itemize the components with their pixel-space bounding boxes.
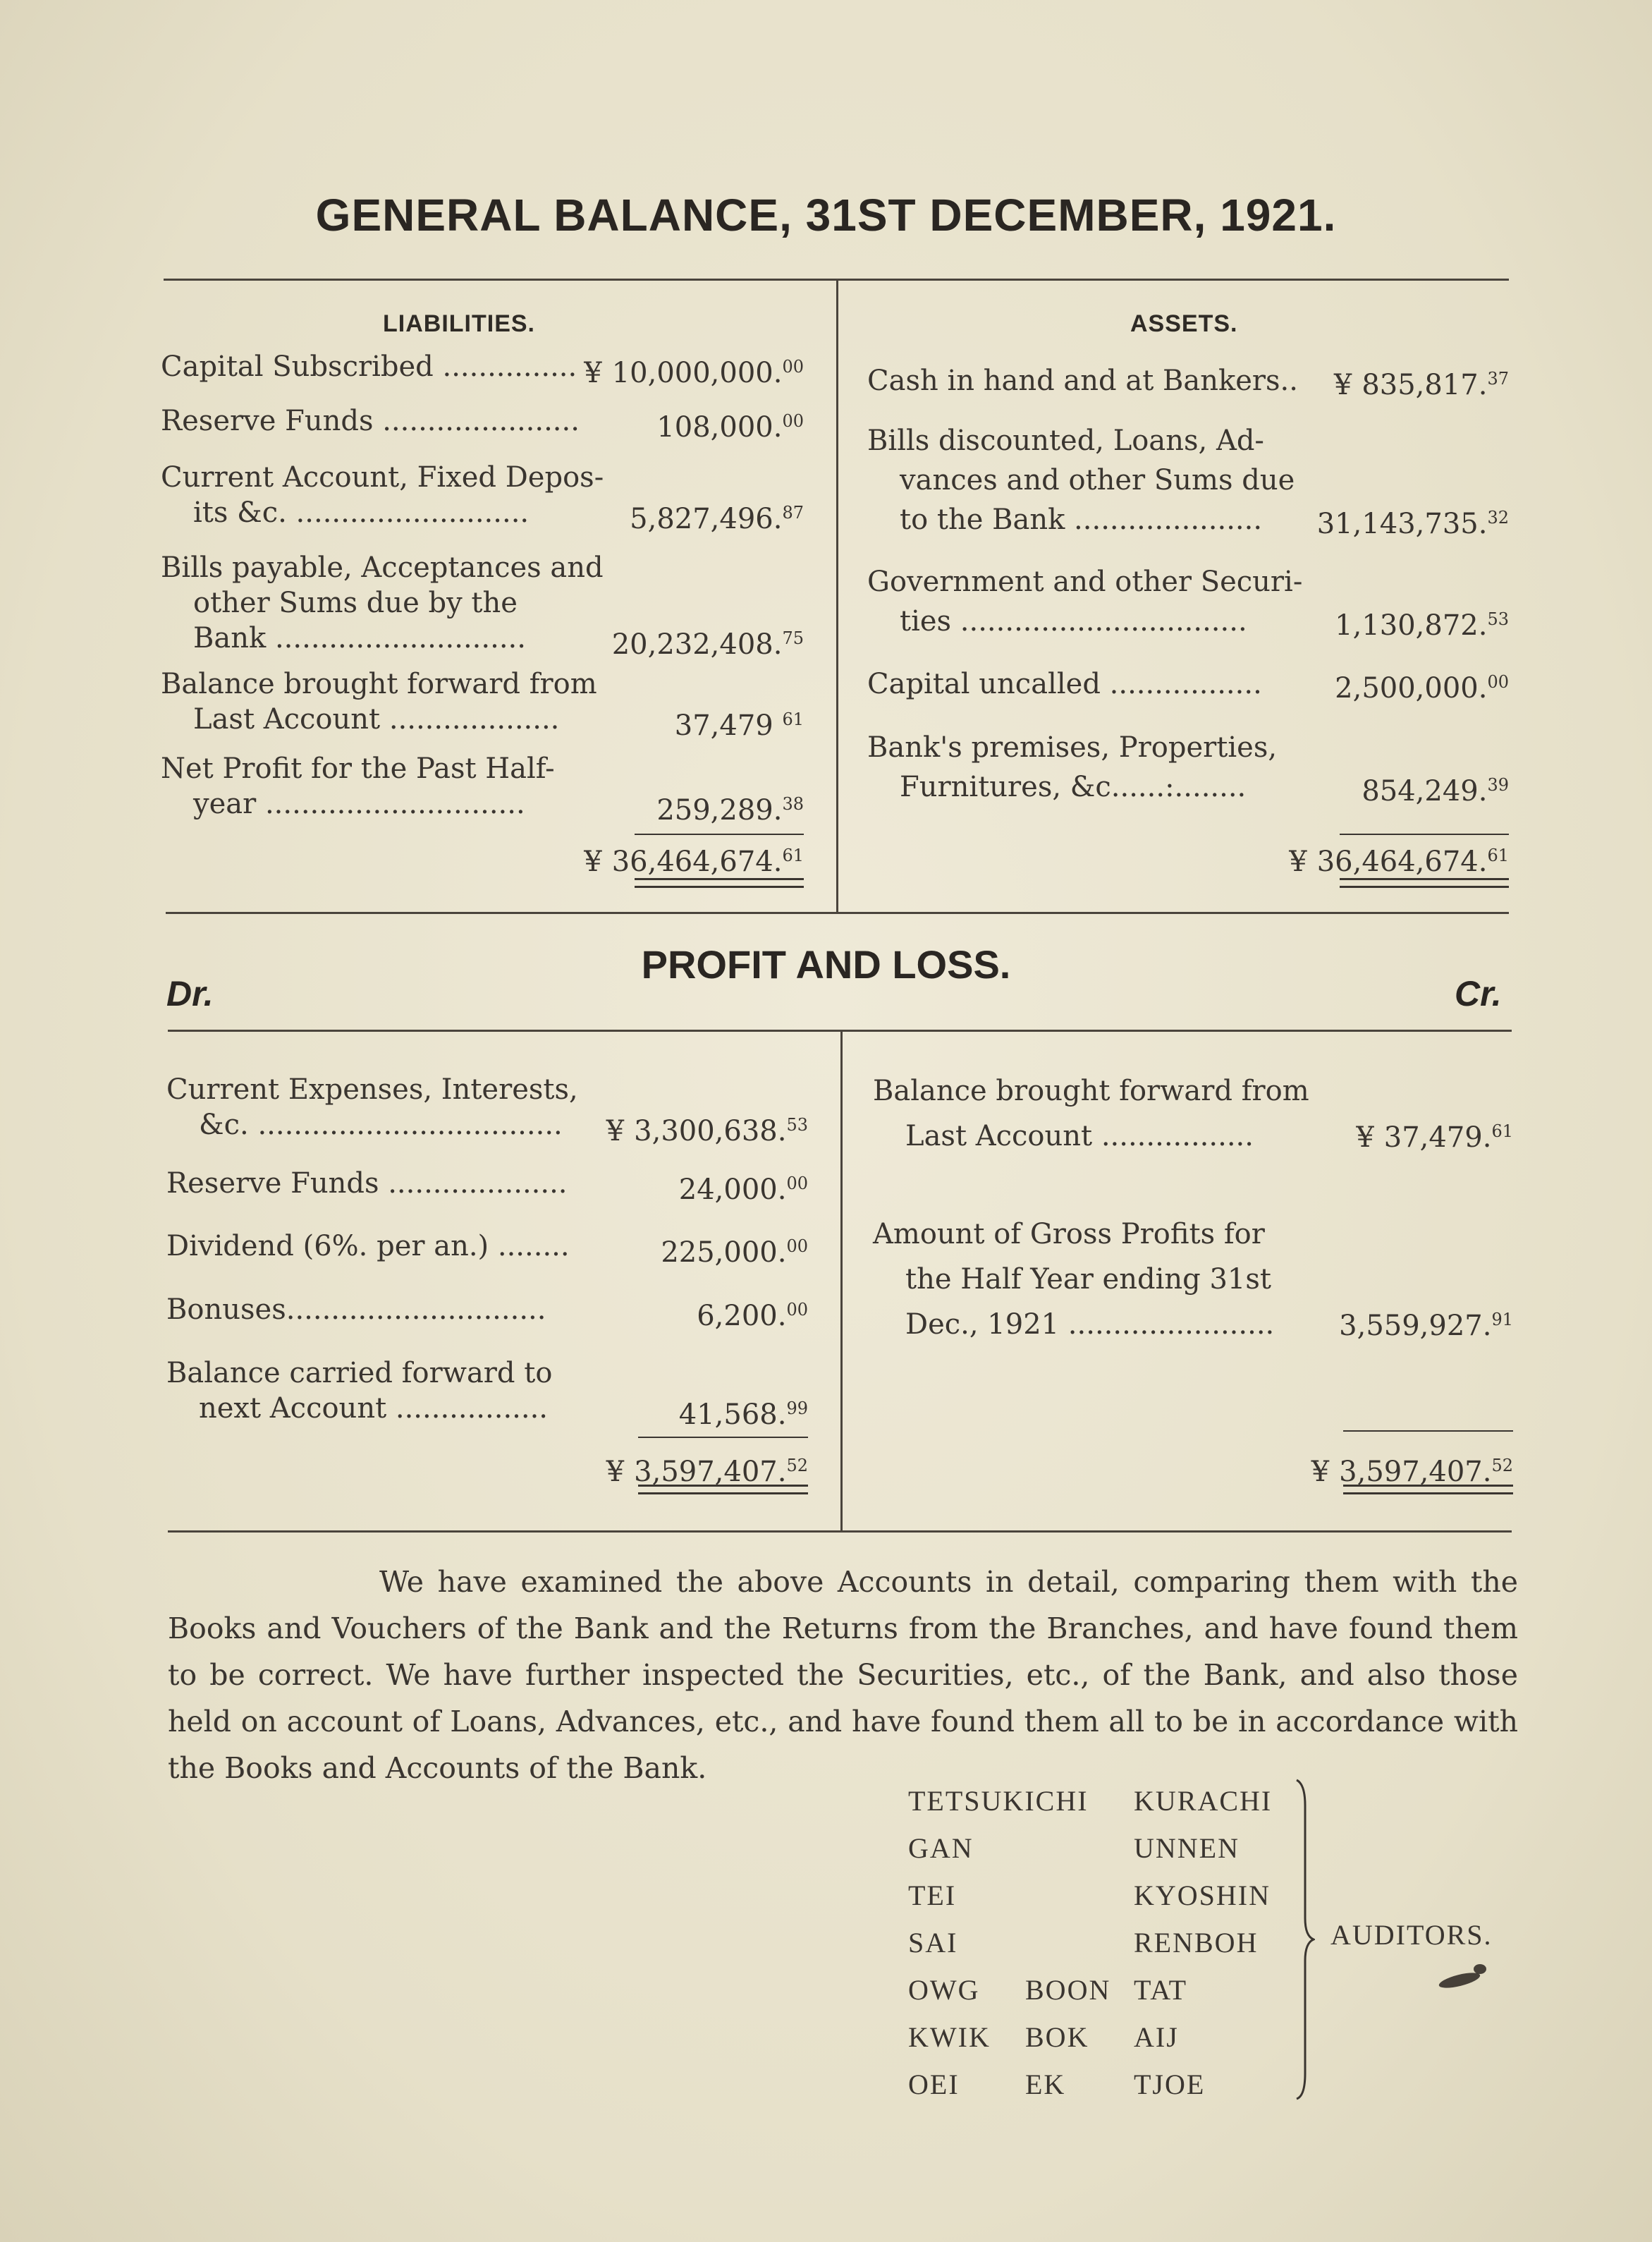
amount (1317, 500, 1509, 542)
label-line: &c. .................................. (199, 1109, 563, 1141)
label-line: Last Account ................. (905, 1120, 1254, 1152)
amount (612, 621, 804, 662)
amount-value: 225,000. (661, 1236, 787, 1269)
amount-cents: 61 (1487, 846, 1509, 865)
amount (661, 1229, 808, 1270)
total-double-rule (1343, 1485, 1513, 1494)
amount-cents: 00 (1487, 672, 1509, 692)
amount-value: 31,143,735. (1316, 508, 1488, 540)
label-line: Bills payable, Acceptances and (161, 552, 604, 584)
amount-cents: 00 (786, 1236, 808, 1256)
label-line: ties ................................ (900, 605, 1247, 638)
auditor-name-part: EK (1025, 2069, 1066, 2100)
line-item-label (166, 1166, 568, 1201)
label-line: Last Account ................... (193, 703, 560, 736)
label-line: Government and other Securi- (867, 566, 1303, 598)
page-title: GENERAL BALANCE, 31ST DECEMBER, 1921. (315, 190, 1337, 240)
auditor-name-part: RENBOH (1134, 1927, 1259, 1958)
line-item-label (873, 1212, 1274, 1347)
yen-symbol: ¥ (1289, 846, 1307, 878)
amount-value: 10,000,000. (611, 357, 783, 389)
amount (1335, 602, 1509, 643)
amount (679, 1391, 808, 1432)
amount (1335, 664, 1509, 706)
auditor-name-part: TAT (1134, 1974, 1188, 2006)
yen-symbol: ¥ (1311, 1456, 1330, 1488)
line-item-label (161, 460, 604, 530)
amount-cents: 91 (1491, 1310, 1513, 1329)
amount (679, 1166, 808, 1207)
amount-value: 36,464,674. (611, 846, 783, 878)
amount (606, 1107, 808, 1149)
ink-blot (1474, 1964, 1486, 1974)
label-line: Bank's premises, Properties, (867, 731, 1278, 764)
amount (1311, 1448, 1513, 1489)
amount-value: 2,500,000. (1335, 672, 1488, 705)
amount-cents: 99 (786, 1399, 808, 1418)
balance-center-divider (836, 281, 838, 912)
label-line: year ............................. (193, 788, 525, 820)
auditor-name-part: SAI (908, 1927, 958, 1958)
amount (1334, 361, 1509, 403)
line-item-label (867, 361, 1298, 401)
label-line: Reserve Funds .................... (166, 1167, 568, 1200)
label-line: Reserve Funds ...................... (161, 405, 580, 437)
total-double-rule (635, 878, 804, 888)
amount-value: 37,479. (1383, 1121, 1492, 1154)
amount-cents: 61 (782, 846, 804, 865)
amount-cents: 61 (782, 709, 804, 729)
liabilities-heading: LIABILITIES. (383, 310, 535, 337)
label-line: other Sums due by the (193, 587, 518, 619)
line-item-label (867, 562, 1302, 641)
auditor-name-part: TETSUKICHI (908, 1785, 1089, 1817)
amount-cents: 87 (782, 503, 804, 523)
amount-value: 854,249. (1362, 775, 1488, 808)
amount-value: 259,289. (656, 794, 783, 827)
line-item-label (166, 1292, 546, 1327)
amount (656, 786, 804, 828)
assets-heading: ASSETS. (1130, 310, 1238, 337)
amount (656, 403, 804, 445)
total-double-rule (638, 1485, 808, 1494)
line-item-label (867, 664, 1262, 704)
amount-value: 108,000. (656, 411, 783, 444)
amount-value: 5,827,496. (630, 503, 783, 535)
amount-cents: 00 (782, 357, 804, 377)
amount-cents: 38 (782, 794, 804, 814)
amount (675, 702, 804, 743)
line-item-label (867, 728, 1277, 807)
amount-cents: 53 (786, 1115, 808, 1135)
label-line: Bank ............................ (193, 622, 526, 654)
auditor-name-part: BOK (1025, 2021, 1089, 2053)
amount-cents: 53 (1487, 609, 1509, 629)
amount-value: 41,568. (678, 1399, 787, 1431)
amount (1362, 767, 1509, 809)
label-line: the Half Year ending 31st (905, 1263, 1271, 1296)
amount-value: 835,817. (1362, 369, 1488, 401)
amount-value: 37,479 (674, 709, 783, 742)
amount-cents: 52 (1491, 1456, 1513, 1475)
amount-value: 1,130,872. (1335, 609, 1488, 642)
label-line: Capital uncalled ................. (867, 668, 1262, 700)
amount (584, 349, 804, 391)
auditor-name-part: AIJ (1134, 2021, 1179, 2053)
auditors-label: AUDITORS. (1330, 1919, 1493, 1951)
label-line: Capital Subscribed ............... (161, 351, 577, 383)
auditor-name-part: OWG (908, 1974, 980, 2006)
line-item-label (161, 751, 555, 822)
amount-cents: 52 (786, 1456, 808, 1475)
amount-value: 24,000. (678, 1174, 787, 1206)
amount-value: 3,300,638. (634, 1115, 787, 1147)
auditor-brace (1294, 1777, 1315, 2102)
auditor-name-part: UNNEN (1134, 1832, 1240, 1864)
amount (584, 838, 804, 879)
line-item-label (166, 1229, 570, 1264)
line-item-label (166, 1072, 578, 1143)
audit-statement (168, 1559, 1518, 1791)
label-line: next Account ................. (199, 1392, 549, 1425)
yen-symbol: ¥ (1356, 1121, 1374, 1154)
line-item-label (161, 349, 577, 384)
amount-value: 3,597,407. (634, 1456, 787, 1488)
pl-top-rule (168, 1030, 1512, 1032)
balance-bottom-rule (166, 912, 1509, 914)
amount (1339, 1302, 1513, 1344)
label-line: Furnitures, &c......:........ (900, 771, 1247, 803)
amount-cents: 00 (782, 411, 804, 431)
auditor-name-part: GAN (908, 1832, 974, 1864)
amount-value: 3,559,927. (1339, 1310, 1492, 1342)
yen-symbol: ¥ (1333, 369, 1352, 401)
amount-cents: 75 (782, 628, 804, 648)
amount-cents: 39 (1487, 775, 1509, 795)
line-item-label (161, 666, 597, 737)
line-item-label (873, 1068, 1309, 1159)
auditor-name-part: BOON (1025, 1974, 1111, 2006)
label-line: Current Expenses, Interests, (166, 1073, 578, 1106)
amount-cents: 37 (1487, 369, 1509, 389)
profit-loss-title: PROFIT AND LOSS. (641, 942, 1011, 987)
line-item-label (867, 421, 1295, 540)
amount (630, 495, 804, 537)
auditor-name-part: TJOE (1134, 2069, 1206, 2100)
line-item-label (161, 550, 604, 656)
label-line: Bonuses............................. (166, 1293, 546, 1326)
amount (697, 1292, 808, 1334)
amount-value: 3,597,407. (1339, 1456, 1492, 1488)
label-line: to the Bank ..................... (900, 504, 1263, 536)
auditor-name-part: KYOSHIN (1134, 1879, 1271, 1911)
line-item-label (161, 403, 580, 439)
label-line: Bills discounted, Loans, Ad- (867, 425, 1264, 457)
label-line: Net Profit for the Past Half- (161, 753, 555, 785)
amount (606, 1448, 808, 1489)
label-line: vances and other Sums due (900, 464, 1295, 496)
auditor-name-part: KURACHI (1134, 1785, 1273, 1817)
label-line: its &c. .......................... (193, 496, 530, 529)
amount (1289, 838, 1509, 879)
label-line: Amount of Gross Profits for (873, 1218, 1265, 1250)
yen-symbol: ¥ (606, 1115, 625, 1147)
total-rule (638, 1437, 808, 1438)
amount-cents: 00 (786, 1300, 808, 1320)
label-line: Balance brought forward from (873, 1075, 1309, 1107)
credit-label: Cr. (1455, 974, 1502, 1013)
line-item-label (166, 1355, 552, 1426)
amount-cents: 32 (1487, 508, 1509, 528)
pl-center-divider (840, 1031, 843, 1530)
total-rule (1343, 1430, 1513, 1432)
debit-label: Dr. (166, 974, 214, 1013)
amount-value: 20,232,408. (611, 628, 783, 661)
amount-cents: 00 (786, 1174, 808, 1193)
yen-symbol: ¥ (584, 846, 602, 878)
auditor-name-part: TEI (908, 1879, 957, 1911)
label-line: Dividend (6%. per an.) ........ (166, 1230, 570, 1262)
audit-statement-text: We have examined the above Accounts in detail, comparing them with the Books and Vouchers of the Bank and the Returns from the Branches, and have found them to be correct. We have further inspected the Securities, etc., of the Bank, and also those held on account of Loans, Advances, etc., and have found them all to be in accordance with the Books and Accounts of the Bank. (168, 1565, 1518, 1785)
amount-cents: 61 (1491, 1121, 1513, 1141)
label-line: Current Account, Fixed Depos- (161, 461, 604, 494)
auditor-name-part: OEI (908, 2069, 960, 2100)
ink-blot (1438, 1970, 1481, 1991)
total-rule (635, 834, 804, 835)
pl-bottom-rule (168, 1530, 1512, 1533)
amount (1356, 1114, 1513, 1155)
label-line: Cash in hand and at Bankers.. (867, 365, 1298, 397)
total-double-rule (1340, 878, 1509, 888)
yen-symbol: ¥ (606, 1456, 625, 1488)
total-rule (1340, 834, 1509, 835)
label-line: Dec., 1921 ....................... (905, 1308, 1275, 1341)
auditor-name-part: KWIK (908, 2021, 991, 2053)
label-line: Balance carried forward to (166, 1357, 553, 1389)
amount-value: 6,200. (697, 1300, 787, 1332)
label-line: Balance brought forward from (161, 668, 597, 700)
amount-value: 36,464,674. (1316, 846, 1488, 878)
yen-symbol: ¥ (584, 357, 602, 389)
